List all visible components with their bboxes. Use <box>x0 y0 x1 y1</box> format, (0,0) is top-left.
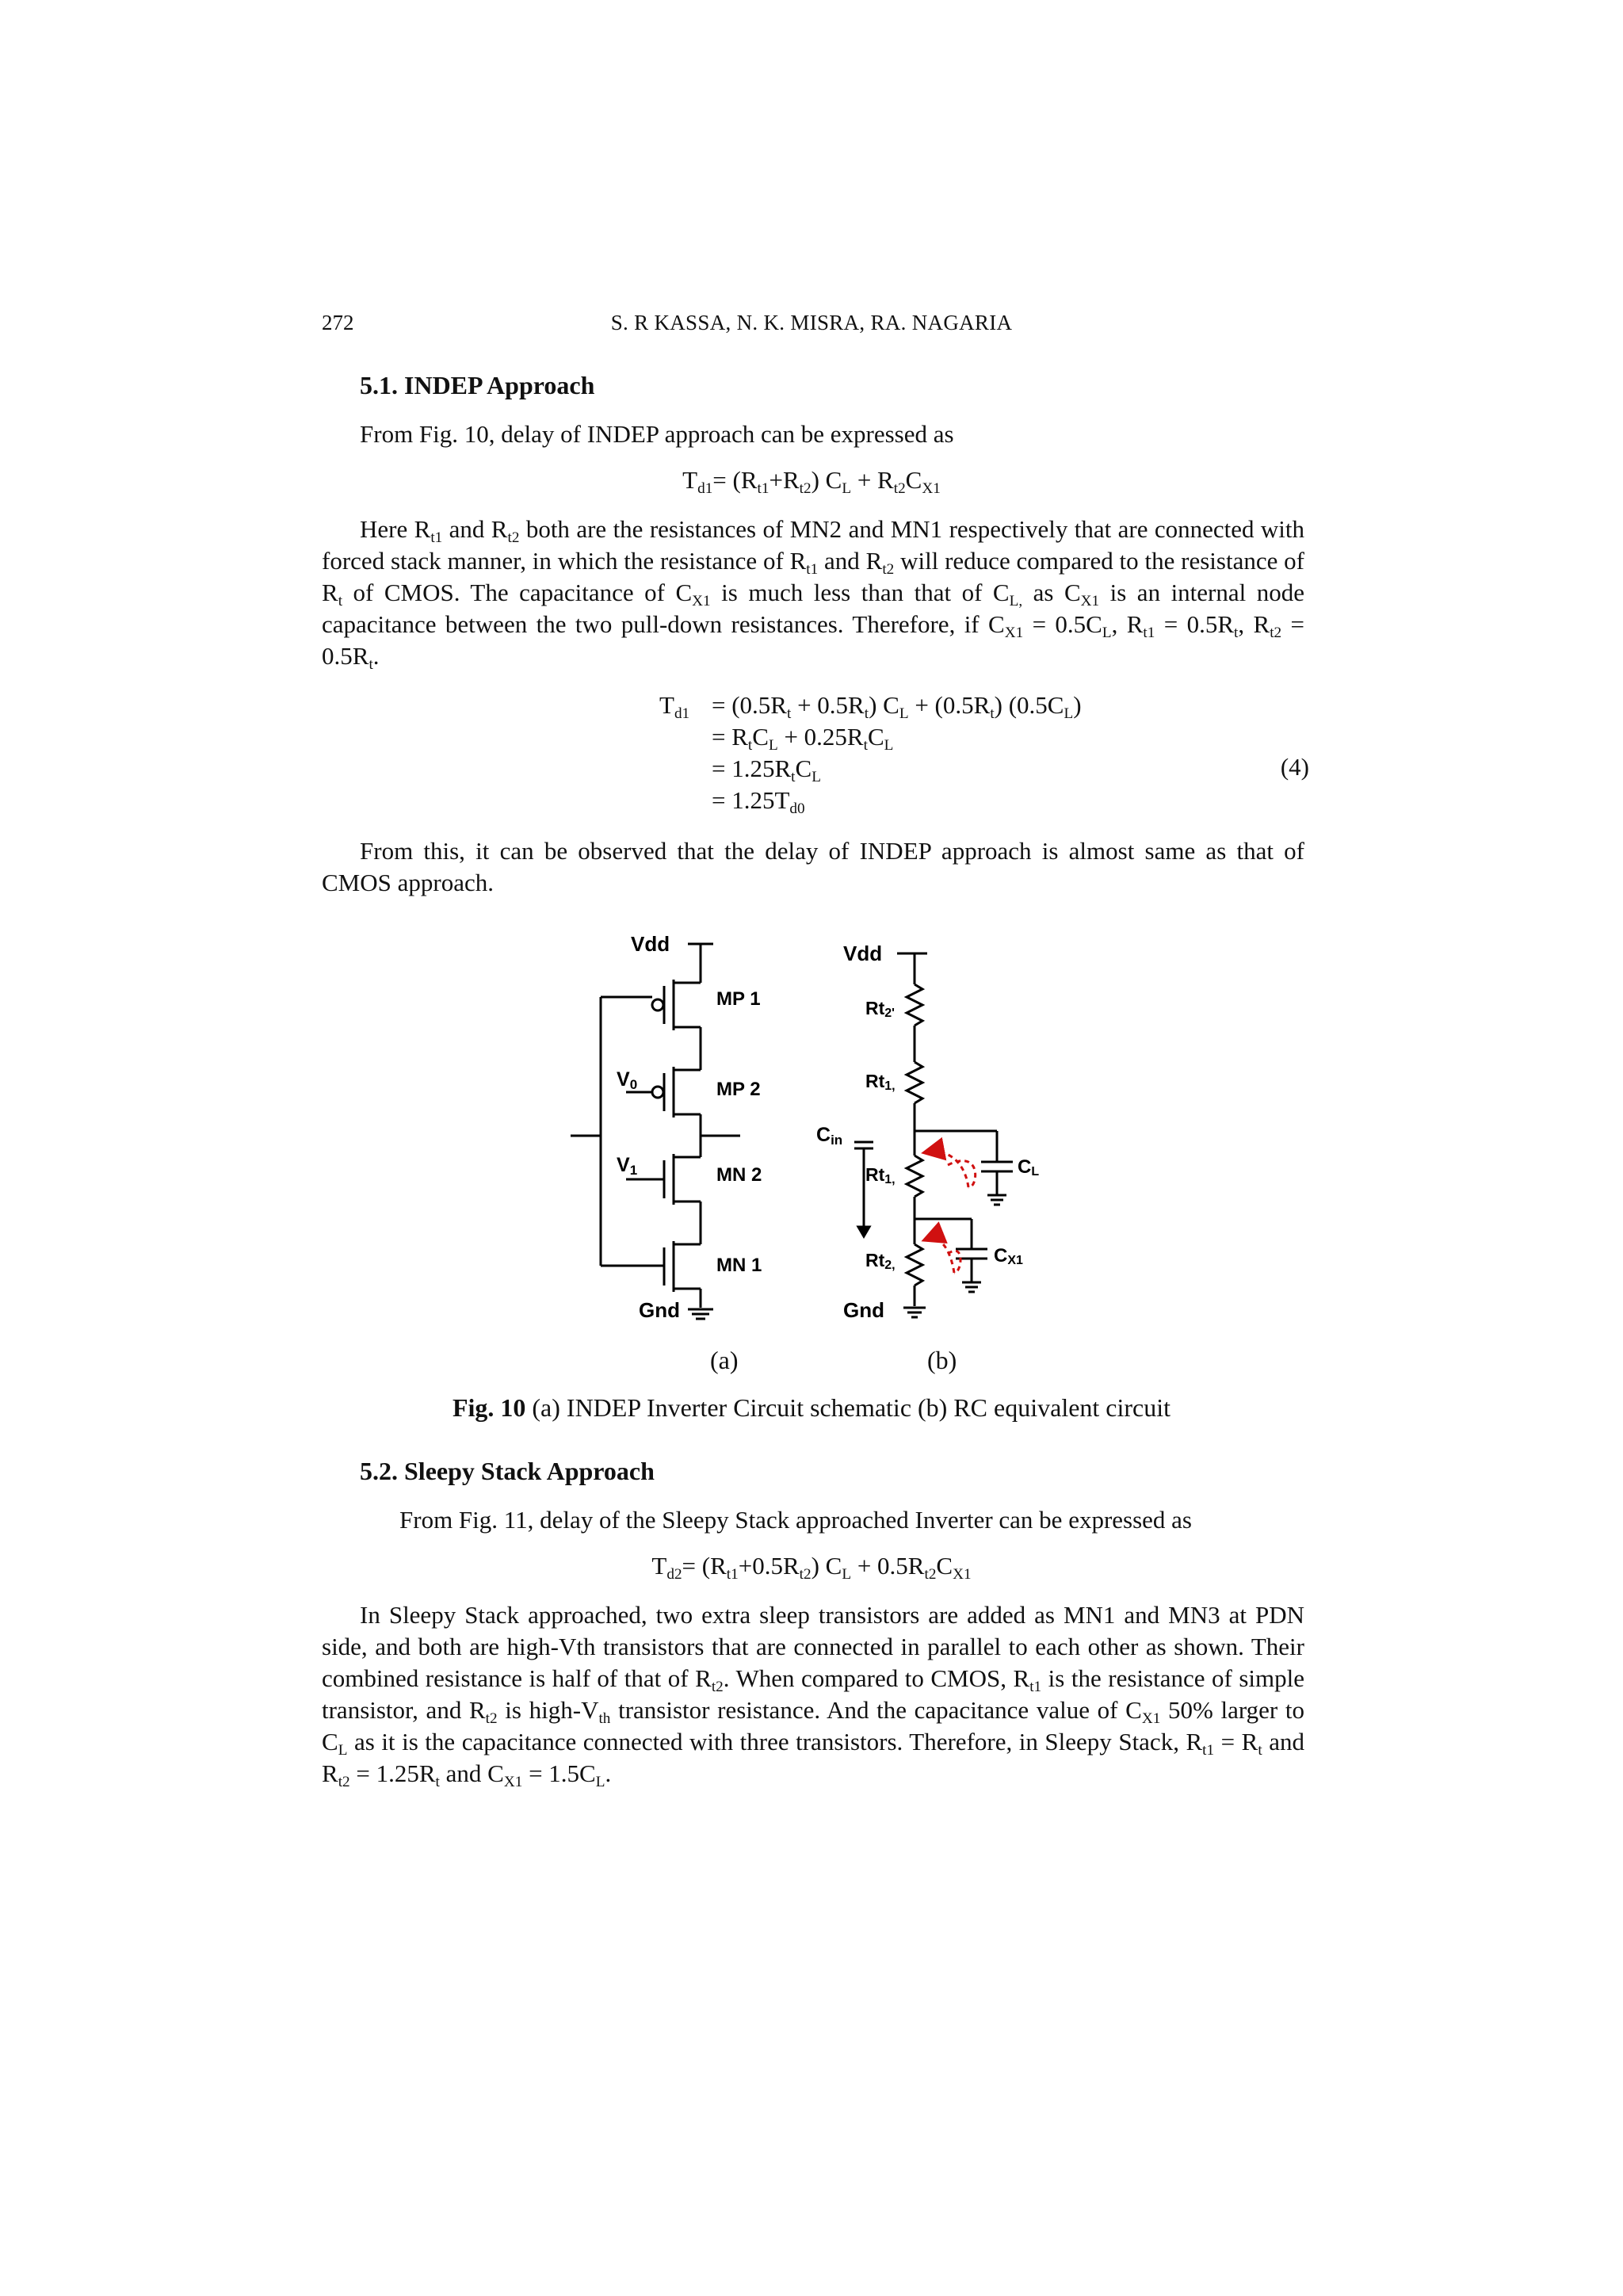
label-gnd-a: Gnd <box>639 1298 680 1322</box>
label-mp2: MP 2 <box>716 1079 761 1100</box>
paragraph-5-2: In Sleepy Stack approached, two extra sleep transistors are added as MN1 and MN3 at PDN side, and both are high-Vth transistors that are connected in parallel to each other as shown. Their combined resistance is half of that of $R_{t2}$. When compared to CMOS, $R_{t1}$ is the resistance of simple transistor, and $R_{t2}$ is high-$V_{th}$ transistor resistance. And the capacitance value of $C_{X1}$ 50% larger to $C_L$ as it is the capacitance connected with three transistors. Therefore, in Sleepy Stack, $R_{t1} = R_t$ and $R_{t2} = 1.25R_t$ and $C_{X1} = 1.5C_L$. <box>322 1601 1305 1790</box>
figure-sublabel-b: (b) <box>927 1346 957 1374</box>
figure-sublabel-a: (a) <box>710 1346 739 1374</box>
label-mp1: MP 1 <box>716 988 761 1010</box>
label-v0: V0 <box>617 1068 638 1092</box>
schematic-a-labels <box>617 932 762 1322</box>
equation-td1: $T_{d1}= (R_{t1}+R_{t2}) C_L + R_{t2}C_{X1}$ <box>682 466 941 497</box>
label-rt2-bottom: Rt2, <box>865 1250 896 1272</box>
label-mn2: MN 2 <box>716 1164 762 1186</box>
figure-10-caption: Fig. 10 (a) INDEP Inverter Circuit schematic (b) RC equivalent circuit <box>452 1393 1171 1422</box>
figure-10-circuits <box>0 919 1623 1363</box>
label-gnd-b: Gnd <box>843 1298 884 1322</box>
label-rt2-top: Rt2' <box>865 998 895 1020</box>
section-heading-5-1: 5.1. INDEP Approach <box>360 371 595 399</box>
label-vdd-b: Vdd <box>843 942 883 965</box>
label-cx1: CX1 <box>994 1245 1023 1267</box>
label-v1: V1 <box>617 1154 638 1178</box>
label-vdd-a: Vdd <box>631 932 670 956</box>
section-heading-5-2: 5.2. Sleepy Stack Approach <box>360 1457 655 1485</box>
label-rt1-top: Rt1, <box>865 1071 896 1093</box>
paragraph-5-1-a: Here $R_{t1}$ and $R_{t2}$ both are the resistances of MN2 and MN1 respectively that are connected with forced stack manner, in which the resistance of $R_{t1}$ and $R_{t2}$ will reduce compared to the resistance of $R_t$ of CMOS. The capacitance of $C_{X1}$ is much less than that of $C_{L,}$ as $C_{X1}$ is an internal node capacitance between the two pull-down resistances. Therefore, if $C_{X1} = 0.5C_L$, $R_{t1} = 0.5R_t$, $R_{t2} = 0.5R_t$. <box>322 515 1305 673</box>
label-mn1: MN 1 <box>716 1255 762 1276</box>
page-number: 272 <box>322 311 354 334</box>
schematic-a <box>571 944 740 1319</box>
running-header-authors: S. R KASSA, N. K. MISRA, RA. NAGARIA <box>610 311 1013 334</box>
label-rt1-bottom: Rt1, <box>865 1164 896 1186</box>
equation-td2: $T_{d2}= (R_{t1}+0.5R_{t2}) C_L + 0.5R_{t2}C_{X1}$ <box>651 1552 972 1583</box>
intro-5-2: From Fig. 11, delay of the Sleepy Stack approached Inverter can be expressed as <box>399 1506 1192 1534</box>
intro-5-1: From Fig. 10, delay of INDEP approach can be expressed as <box>360 420 954 448</box>
equation-4-block: $T_{d1}$ = $(0.5R_t + 0.5R_t) C_L + (0.5R_t)$ $(0.5C_L)$ = $R_tC_L + 0.25R_tC_L$ = $1.25R_tC_L$ = $1.25T_{d0}$ <box>659 691 1082 817</box>
label-cin: Cin <box>816 1124 843 1148</box>
paragraph-5-1-b: From this, it can be observed that the delay of INDEP approach is almost same as that of CMOS approach. <box>322 837 1304 896</box>
label-cl: CL <box>1018 1156 1040 1179</box>
equation-number-4: (4) <box>1280 753 1309 781</box>
